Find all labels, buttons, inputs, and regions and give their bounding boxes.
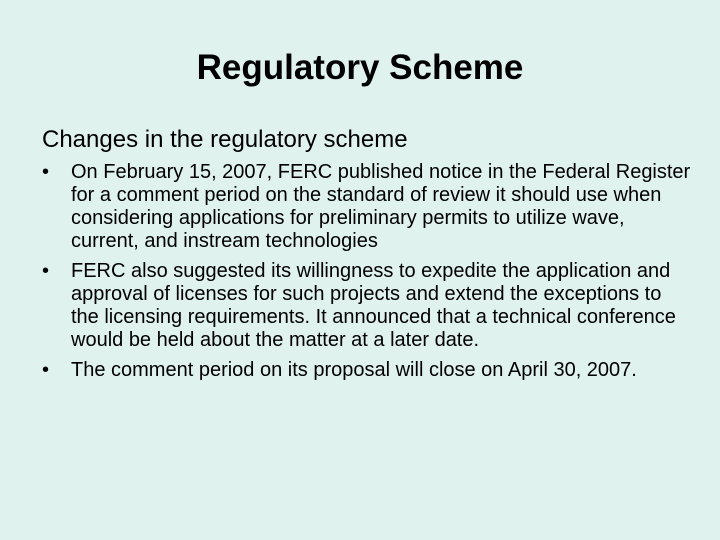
- bullet-text: FERC also suggested its willingness to expedite the application and approval of licenses for such projects and extend the exceptions to the licensing requirements. It announced that a technical conference would be held about the matter at a later date.: [71, 260, 676, 351]
- bullet-marker: •: [42, 260, 50, 282]
- slide-subtitle: Changes in the regulatory scheme: [42, 126, 408, 153]
- slide-title: Regulatory Scheme: [196, 48, 524, 87]
- bullet-list: [42, 161, 692, 389]
- bullet-marker: •: [42, 359, 50, 381]
- bullet-item: [42, 359, 692, 382]
- bullet-marker: •: [42, 161, 50, 183]
- bullet-item: [42, 260, 692, 352]
- bullet-text: On February 15, 2007, FERC published notice in the Federal Register for a comment period on the standard of review it should use when considering applications for preliminary permits to utilize wave, current, and instream technologies: [71, 161, 691, 252]
- bullet-item: [42, 161, 692, 253]
- bullet-text: The comment period on its proposal will close on April 30, 2007.: [71, 359, 637, 381]
